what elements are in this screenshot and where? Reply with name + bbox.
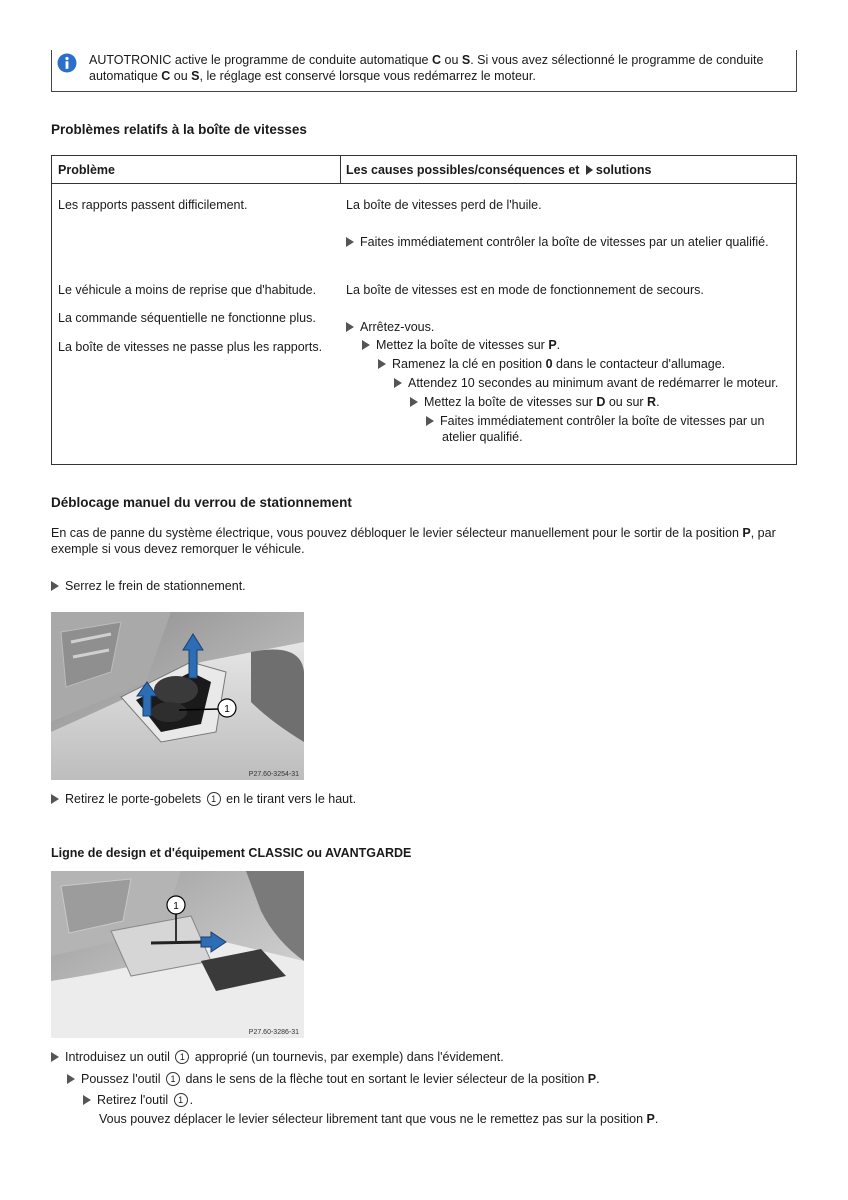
table-header-problem: Problème [58, 163, 115, 177]
section-title-gearbox-problems: Problèmes relatifs à la boîte de vitesses [51, 122, 307, 137]
section-title-manual-release: Déblocage manuel du verrou de stationnement [51, 495, 352, 510]
triangle-bullet-icon [67, 1074, 75, 1084]
triangle-bullet-icon [346, 237, 354, 247]
table-row-1-cause: La boîte de vitesses perd de l'huile. [346, 198, 542, 212]
table-row-2-problem-3: La boîte de vitesses ne passe plus les rapports. [58, 340, 323, 354]
triangle-bullet-icon [51, 794, 59, 804]
section-2-intro [51, 525, 801, 557]
table-column-divider [340, 155, 341, 184]
subsection-title-classic-avantgarde: Ligne de design et d'équipement CLASSIC ou AVANTGARDE [51, 846, 412, 860]
triangle-bullet-icon [426, 416, 434, 426]
info-note-line-1: AUTOTRONIC active le programme de conduite automatique C ou S. Si vous avez sélectionné le programme de conduite [89, 53, 764, 67]
table-header-causes: Les causes possibles/conséquences et solutions [346, 163, 652, 177]
table-row-2-problem-1: Le véhicule a moins de reprise que d'habitude. [58, 283, 317, 297]
triangle-bullet-icon [394, 378, 402, 388]
callout-number-icon: 1 [175, 1050, 189, 1064]
table-row-2-cause: La boîte de vitesses est en mode de fonctionnement de secours. [346, 283, 704, 297]
callout-number-icon: 1 [207, 792, 221, 806]
step-insert-tool: Introduisez un outil 1 approprié (un tournevis, par exemple) dans l'évidement. [51, 1049, 504, 1065]
callout-number-icon: 1 [166, 1072, 180, 1086]
triangle-bullet-icon [586, 165, 593, 175]
table-row-2-step-3: Ramenez la clé en position 0 dans le contacteur d'allumage. [378, 356, 725, 372]
step-remove-cupholder: Retirez le porte-gobelets 1 en le tirant vers le haut. [51, 791, 356, 807]
table-row-1-step-1: Faites immédiatement contrôler la boîte de vitesses par un atelier qualifié. [346, 234, 769, 250]
triangle-bullet-icon [51, 581, 59, 591]
table-row-1-problem: Les rapports passent difficilement. [58, 198, 248, 212]
table-row-2-step-6: Faites immédiatement contrôler la boîte de vitesses par un [426, 413, 764, 429]
triangle-bullet-icon [362, 340, 370, 350]
triangle-bullet-icon [346, 322, 354, 332]
table-row-2-step-1: Arrêtez-vous. [346, 319, 434, 335]
step-push-tool: Poussez l'outil 1 dans le sens de la flèche tout en sortant le levier sélecteur de la position P. [67, 1071, 600, 1087]
tool-insertion-illustration [51, 871, 304, 1038]
step-remove-tool: Retirez l'outil 1 . [83, 1092, 193, 1108]
image-2-caption: P27.60-3286-31 [248, 1029, 299, 1036]
info-icon [57, 53, 77, 73]
table-row-2-problem-2: La commande séquentielle ne fonctionne plus. [58, 311, 316, 325]
section-2-intro-line-2: exemple si vous devez remorquer le véhicule. [51, 542, 305, 556]
image-1-callout: 1 [224, 704, 230, 715]
section-2-intro-line-1: En cas de panne du système électrique, vous pouvez débloquer le levier sélecteur manuellement pour le sortir de la position P, par [51, 526, 776, 540]
triangle-bullet-icon [83, 1095, 91, 1105]
triangle-bullet-icon [378, 359, 386, 369]
table-row-2-step-4: Attendez 10 secondes au minimum avant de redémarrer le moteur. [394, 375, 778, 391]
image-1-caption: P27.60-3254-31 [248, 771, 299, 778]
triangle-bullet-icon [51, 1052, 59, 1062]
image-2-callout: 1 [173, 901, 179, 912]
cupholder-removal-illustration [51, 612, 304, 780]
table-header-divider [51, 183, 797, 184]
step-parking-brake: Serrez le frein de stationnement. [51, 578, 246, 594]
table-row-2-step-5: Mettez la boîte de vitesses sur D ou sur R. [410, 394, 660, 410]
info-note-line-2: automatique C ou S, le réglage est conservé lorsque vous redémarrez le moteur. [89, 69, 536, 83]
table-row-2-step-2: Mettez la boîte de vitesses sur P. [362, 337, 560, 353]
info-note-text [89, 52, 789, 84]
triangle-bullet-icon [410, 397, 418, 407]
callout-number-icon: 1 [174, 1093, 188, 1107]
step-remove-tool-note: Vous pouvez déplacer le levier sélecteur librement tant que vous ne le remettez pas sur la position P. [99, 1112, 659, 1126]
table-row-2-step-6-cont: atelier qualifié. [442, 430, 523, 444]
